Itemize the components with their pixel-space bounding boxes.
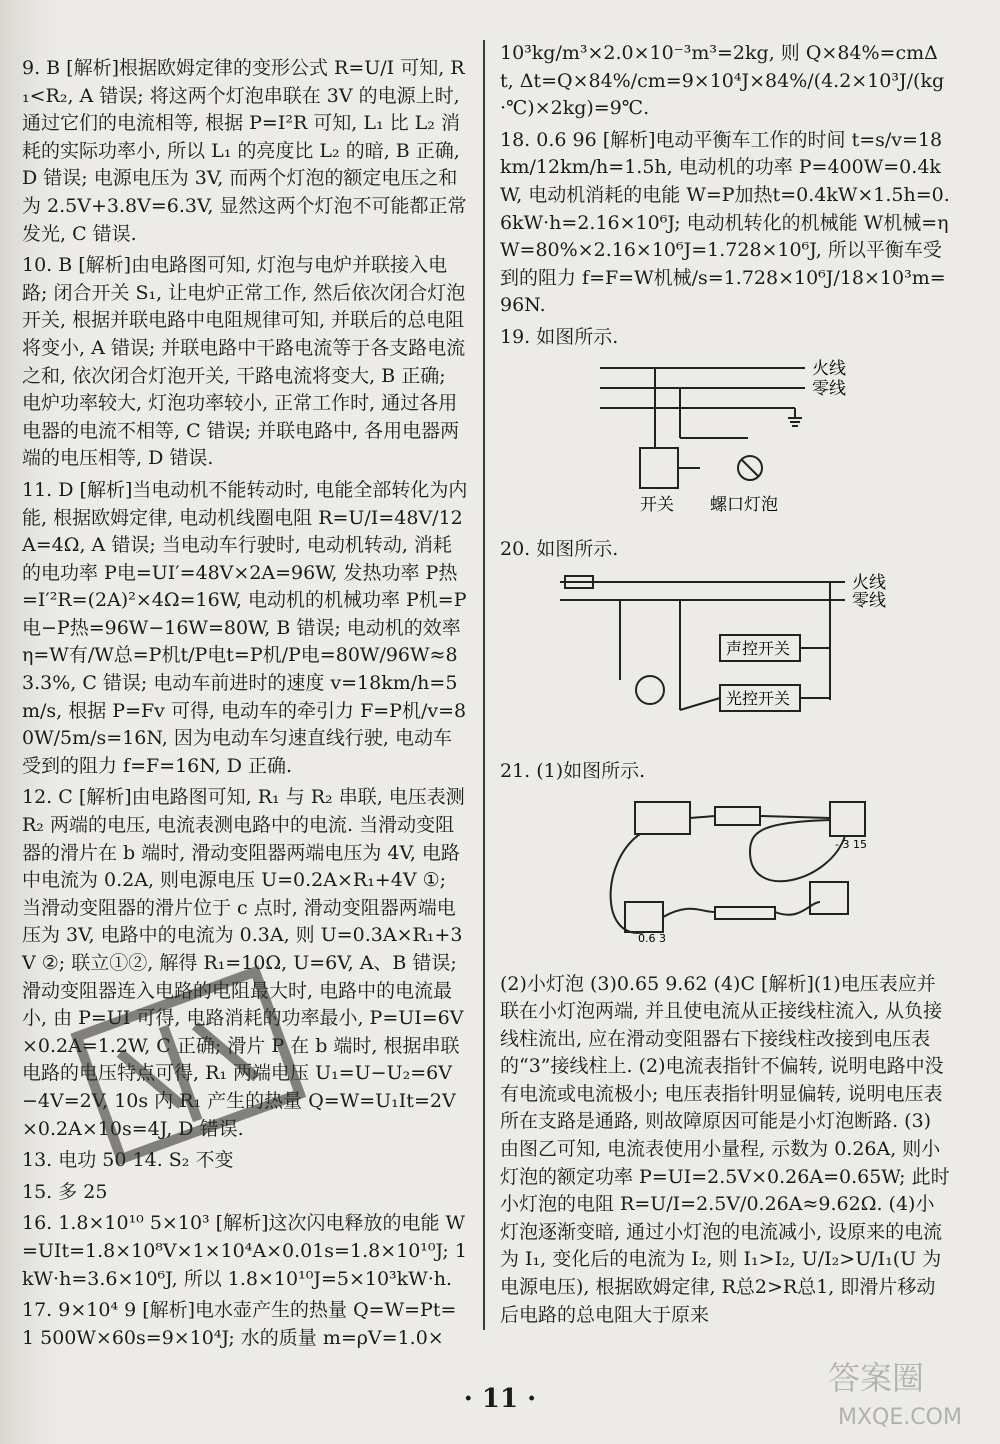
ammeter-scale: 0.6 3 bbox=[638, 931, 666, 945]
right-column bbox=[500, 40, 950, 1333]
answer-q10: 10. B [解析]由电路图可知, 灯泡与电炉并联接入电路; 闭合开关 S₁, 让电炉正常工作, 然后依次闭合灯泡开关, 根据并联电路中电阻规律可知, 并联后的总电阻将变小, A 错误; 并联电路中干路电流等于各支路电流之和, 依次闭合灯泡开关, 干路电流将变大, B 正确; 电炉功率较大, 灯泡功率较小, 正常工作时, 通过各用电器的电流不相等, C 错误; 并联电路中, 各用电器两端的电压相等, D 错误. bbox=[22, 254, 466, 470]
answer-q9: 9. B [解析]根据欧姆定律的变形公式 R=U/I 可知, R₁<R₂, A 错误; 将这两个灯泡串联在 3V 的电源上时, 通过它们的电流相等, 根据 P=I²R 可知, L₁ 比 L₂ 消耗的实际功率小, 所以 L₁ 的亮度比 L₂ 的暗, B 正确, D 错误; 电源电压为 3V, 而两个灯泡的额定电压之和为 2.5V+3.8V=6.3V, 显然这两个灯泡不可能都正常发光, C 错误. bbox=[22, 57, 467, 245]
answer-q15: 15. 多 25 bbox=[22, 1180, 108, 1203]
label-live-wire: 火线 bbox=[812, 358, 846, 379]
voltmeter-scale: - 3 15 bbox=[835, 837, 867, 851]
answer-q17-cont: 10³kg/m³×2.0×10⁻³m³=2kg, 则 Q×84%=cmΔt, Δt=Q×84%/cm=9×10⁴J×84%/(4.2×10³J/(kg·℃)×2kg)=9℃. bbox=[500, 42, 945, 120]
watermark-logo bbox=[818, 1344, 988, 1434]
answer-q16: 16. 1.8×10¹⁰ 5×10³ [解析]这次闪电释放的电能 W=UIt=1.8×10⁸V×1×10⁴A×0.01s=1.8×10¹⁰J; 1kW·h=3.6×10⁶J, 所以 1.8×10¹⁰J=5×10³kW·h. bbox=[22, 1212, 467, 1290]
page-number: · 11 · bbox=[463, 1384, 537, 1414]
figure-20-circuit bbox=[500, 570, 950, 749]
figure-19-circuit bbox=[500, 358, 950, 527]
column-divider bbox=[483, 40, 485, 1330]
answer-q19: 19. 如图所示. bbox=[500, 325, 619, 348]
watermark-cn: 答案圈 bbox=[828, 1359, 925, 1397]
answer-q17: 17. 9×10⁴ 9 [解析]电水壶产生的热量 Q=W=Pt=1 500W×60s=9×10⁴J; 水的质量 m=ρV=1.0× bbox=[22, 1299, 457, 1349]
answer-q18: 18. 0.6 96 [解析]电动平衡车工作的时间 t=s/v=18km/12km/h=1.5h, 电动机的功率 P=400W=0.4kW, 电动机消耗的电能 W=P加热t=0.4kW×1.5h=0.6kW·h=2.16×10⁶J; 电动机转化的机械能 W机械=ηW=80%×2.16×10⁶J=1.728×10⁶J, 所以平衡车受到的阻力 f=F=W机械/s=1.728×10⁶J/18×10³m=96N. bbox=[500, 128, 950, 317]
label-neutral-wire: 零线 bbox=[812, 378, 846, 399]
label-screw-bulb: 螺口灯泡 bbox=[710, 494, 778, 515]
label-light-switch: 光控开关 bbox=[726, 688, 791, 708]
answer-q20: 20. 如图所示. bbox=[500, 538, 619, 561]
lab-circuit-sketch bbox=[500, 792, 950, 952]
answer-q21: 21. (1)如图所示. bbox=[500, 760, 646, 783]
answer-q21-cont: (2)小灯泡 (3)0.65 9.62 (4)C [解析](1)电压表应并联在小灯泡两端, 并且使电流从正接线柱流入, 从负接线柱流出, 应在滑动变阻器右下接线柱改接到电压表的“3”接线柱上. (2)电流表指针不偏转, 说明电路中没有电流或电流极小; 电压表指针明显偏转, 说明电压表所在支路是通路, 则故障原因可能是小灯泡断路. (3)由图乙可知, 电流表使用小量程, 示数为 0.26A, 则小灯泡的额定功率 P=UI=2.5V×0.26A=0.65W; 此时小灯泡的电阻 R=U/I=2.5V/0.26A≈9.62Ω. (4)小灯泡逐渐变暗, 通过小灯泡的电流减小, 设原来的电流为 I₁, 变化后的电流为 I₂, 则 I₁>I₂, U/I₂>U/I₁(U 为电源电压), 根据欧姆定律, R总2>R总1, 即滑片移动后电路的总电阻大于原来 bbox=[500, 972, 950, 1326]
label-neutral-wire-20: 零线 bbox=[852, 590, 886, 611]
watermark-url: MXQE.COM bbox=[838, 1405, 962, 1430]
figure-21-circuit bbox=[500, 792, 950, 961]
sound-light-switch-diagram bbox=[500, 570, 950, 740]
label-switch: 开关 bbox=[640, 494, 674, 515]
stamp-seal bbox=[60, 960, 320, 1180]
label-live-wire-20: 火线 bbox=[852, 572, 886, 593]
answer-q11: 11. D [解析]当电动机不能转动时, 电能全部转化为内能, 根据欧姆定律, 电动机线圈电阻 R=U/I=48V/12A=4Ω, A 错误; 当电动车行驶时, 电动机转动, 消耗的电功率 P电=UI′=48V×2A=96W, 发热功率 P热=I′²R=(2A)²×4Ω=16W, 电动机的机械功率 P机=P电−P热=96W−16W=80W, B 错误; 电动机的效率 η=W有/W总=P机t/P电t=P机/P电=80W/96W≈83.3%, C 错误; 电动车前进时的速度 v=18km/h=5m/s, 根据 P=Fv 可得, 电动车的牵引力 F=P机/v=80W/5m/s=16N, 因为电动车匀速直线行驶, 电动车受到的阻力 f=F=16N, D 正确. bbox=[22, 478, 468, 777]
household-wiring-diagram bbox=[500, 358, 950, 518]
answer-q13-14: 13. 电功 50 14. S₂ 不变 bbox=[22, 1149, 234, 1172]
answer-q12: 12. C [解析]由电路图可知, R₁ 与 R₂ 串联, 电压表测 R₂ 两端的电压, 电流表测电路中的电流. 当滑动变阻器的滑片在 b 端时, 滑动变阻器两端电压为 4V, 电路中电流为 0.2A, 则电源电压 U=0.2A×R₁+4V ①; 当滑动变阻器的滑片位于 c 点时, 滑动变阻器两端电压为 3V, 电路中的电流为 0.3A, 则 U=0.3A×R₁+3V ②; 联立①②, 解得 R₁=10Ω, U=6V, A、B 错误; 滑动变阻器连入电路的电阻最大时, 电路中的电流最小, 由 P=UI 可得, 电路消耗的功率最小, P=UI=6V×0.2A=1.2W, C 正确; 滑片 P 在 b 端时, 根据串联电路的电压特点可得, R₁ 两端电压 U₁=U−U₂=6V−4V=2V, 10s 内 R₁ 产生的热量 Q=W=U₁It=2V×0.2A×10s=4J, D 错误. bbox=[22, 786, 465, 1140]
label-sound-switch: 声控开关 bbox=[726, 638, 791, 658]
